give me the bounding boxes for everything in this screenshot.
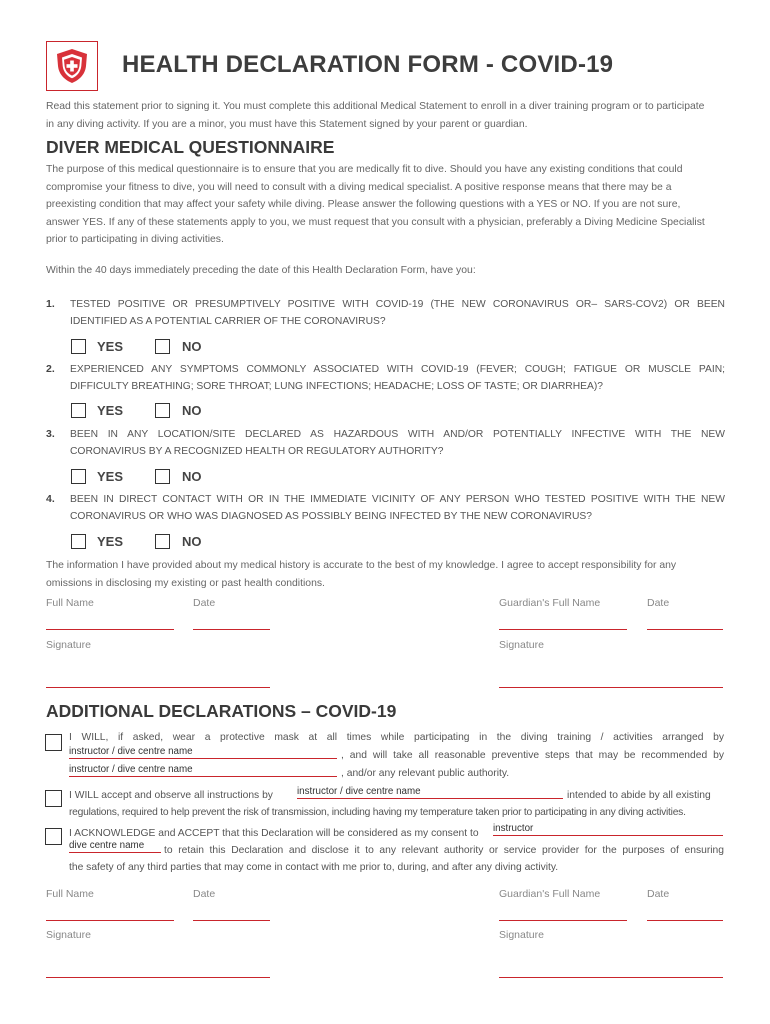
question-1-no-checkbox[interactable] <box>155 339 170 354</box>
question-1-yes-checkbox[interactable] <box>71 339 86 354</box>
signature-field[interactable] <box>46 977 270 978</box>
signature-label: Signature <box>46 929 91 941</box>
question-number: 2. <box>46 363 55 375</box>
date-field[interactable] <box>193 920 270 921</box>
mask-declaration-line3: , and/or any relevant public authority. <box>341 768 510 779</box>
accuracy-line: omissions in disclosing my existing or past health conditions. <box>46 577 325 589</box>
yes-label: YES <box>97 469 124 484</box>
purpose-line: compromise your fitness to dive, you will need to consult with a diving medical specialist. A positive response means that there may be a <box>46 181 672 193</box>
within-statement: Within the 40 days immediately preceding the date of this Health Declaration Form, have you: <box>46 265 476 276</box>
date-label: Date <box>193 597 216 609</box>
question-2-yes-checkbox[interactable] <box>71 403 86 418</box>
logo <box>46 41 98 91</box>
guardian-full-name-field[interactable] <box>499 920 627 921</box>
question-line: BEEN IN ANY LOCATION/SITE DECLARED AS HAZARDOUS WITH AND/OR POTENTIALLY INFECTIVE WITH THE NEW <box>70 429 725 440</box>
question-line: BEEN IN DIRECT CONTACT WITH OR IN THE IMMEDIATE VICINITY OF ANY PERSON WHO TESTED POSITIVE WITH THE NEW <box>70 494 725 505</box>
question-line: CORONAVIRUS OR WHO WAS DIAGNOSED AS POSSIBLY BEING INFECTED BY THE NEW CORONAVIRUS? <box>70 511 592 522</box>
no-label: NO <box>182 403 202 418</box>
question-3-no-checkbox[interactable] <box>155 469 170 484</box>
question-number: 1. <box>46 298 55 310</box>
full-name-field[interactable] <box>46 920 174 921</box>
questionnaire-heading: DIVER MEDICAL QUESTIONNAIRE <box>46 137 335 157</box>
mask-declaration-line1: I WILL, if asked, wear a protective mask at all times while participating in the diving training / activities arranged by <box>69 732 724 743</box>
purpose-line: prior to participating in diving activities. <box>46 234 224 245</box>
guardian-signature-field[interactable] <box>499 687 723 688</box>
consent-declaration-line3: the safety of any third parties that may come in contact with me prior to, during, and after any diving activity. <box>69 862 559 873</box>
guardian-full-name-label: Guardian's Full Name <box>499 597 601 609</box>
question-line: IDENTIFIED AS A POTENTIAL CARRIER OF THE CORONAVIRUS? <box>70 316 386 327</box>
question-3-yes-checkbox[interactable] <box>71 469 86 484</box>
mask-declaration-line2: , and will take all reasonable preventive steps that may be recommended by <box>341 750 724 761</box>
question-2-text <box>70 361 725 395</box>
guardian-signature-field[interactable] <box>499 977 723 978</box>
additional-declarations-heading: ADDITIONAL DECLARATIONS – COVID-19 <box>46 701 397 721</box>
instructor-name-input[interactable]: instructor / dive centre name <box>69 746 337 759</box>
question-4-yes-checkbox[interactable] <box>71 534 86 549</box>
intro-line: in any diving activity. If you are a minor, you must have this Statement signed by your parent or guardian. <box>46 119 528 130</box>
no-label: NO <box>182 534 202 549</box>
dive-centre-name-input[interactable]: dive centre name <box>69 840 161 853</box>
question-number: 4. <box>46 493 55 505</box>
intro-line: Read this statement prior to signing it. You must complete this additional Medical Statement to enroll in a diver training program or to participate <box>46 101 705 112</box>
instructor-name-input[interactable]: instructor / dive centre name <box>69 764 337 777</box>
date-label: Date <box>193 888 216 900</box>
guardian-full-name-label: Guardian's Full Name <box>499 888 601 900</box>
guardian-date-field[interactable] <box>647 629 723 630</box>
question-2-no-checkbox[interactable] <box>155 403 170 418</box>
guardian-date-field[interactable] <box>647 920 723 921</box>
no-label: NO <box>182 339 202 354</box>
instructions-declaration-text: I WILL accept and observe all instructions by <box>69 790 273 801</box>
signature-field[interactable] <box>46 687 270 688</box>
instructions-declaration-line2: regulations, required to help prevent the risk of transmission, including having my temperature taken prior to participating in any diving activities. <box>69 807 686 818</box>
yes-label: YES <box>97 534 124 549</box>
purpose-line: The purpose of this medical questionnaire is to ensure that you are medically fit to dive. Should you have any existing conditions that could <box>46 164 683 175</box>
signature-label: Signature <box>46 639 91 651</box>
instructions-declaration-text: intended to abide by all existing <box>567 790 711 801</box>
question-number: 3. <box>46 428 55 440</box>
instructor-name-input[interactable]: instructor / dive centre name <box>297 786 563 799</box>
guardian-date-label: Date <box>647 597 670 609</box>
question-line: TESTED POSITIVE OR PRESUMPTIVELY POSITIVE WITH COVID-19 (THE NEW CORONAVIRUS OR– SARS-COV2) OR BEEN <box>70 299 725 310</box>
consent-declaration-checkbox[interactable] <box>45 828 62 845</box>
question-line: DIFFICULTY BREATHING; SORE THROAT; LUNG INFECTIONS; HEADACHE; LOSS OF TASTE; OR DIARRHEA)? <box>70 381 604 392</box>
mask-declaration-checkbox[interactable] <box>45 734 62 751</box>
question-line: EXPERIENCED ANY SYMPTOMS COMMONLY ASSOCIATED WITH COVID-19 (FEVER; COUGH; FATIGUE OR MUSCLE PAIN; <box>70 364 725 375</box>
instructor-input[interactable]: instructor <box>493 823 723 836</box>
instructions-declaration-checkbox[interactable] <box>45 790 62 807</box>
guardian-full-name-field[interactable] <box>499 629 627 630</box>
accuracy-statement <box>46 557 726 592</box>
full-name-field[interactable] <box>46 629 174 630</box>
question-1-text <box>70 296 725 330</box>
question-3-text <box>70 426 725 460</box>
question-line: CORONAVIRUS BY A RECOGNIZED HEALTH OR REGULATORY AUTHORITY? <box>70 446 444 457</box>
question-4-no-checkbox[interactable] <box>155 534 170 549</box>
question-4-text <box>70 491 725 525</box>
intro-statement <box>46 98 726 134</box>
page-title: HEALTH DECLARATION FORM - COVID-19 <box>122 51 614 78</box>
yes-label: YES <box>97 339 124 354</box>
full-name-label: Full Name <box>46 888 94 900</box>
guardian-signature-label: Signature <box>499 929 544 941</box>
yes-label: YES <box>97 403 124 418</box>
guardian-signature-label: Signature <box>499 639 544 651</box>
accuracy-line: The information I have provided about my medical history is accurate to the best of my knowledge. I agree to accept responsibility for any <box>46 560 677 571</box>
full-name-label: Full Name <box>46 597 94 609</box>
purpose-line: preexisting condition that may affect your safety while diving. Please answer the following questions with a YES or NO. If you are not sure, <box>46 199 681 210</box>
guardian-date-label: Date <box>647 888 670 900</box>
date-field[interactable] <box>193 629 270 630</box>
consent-declaration-line2: to retain this Declaration and disclose it to any relevant authority or service provider for the purposes of ensuring <box>164 845 724 856</box>
no-label: NO <box>182 469 202 484</box>
consent-declaration-text: I ACKNOWLEDGE and ACCEPT that this Declaration will be considered as my consent to <box>69 828 479 839</box>
purpose-line: answer YES. If any of these statements apply to you, we must request that you consult with a physician, preferably a Diving Medicine Specialist <box>46 216 705 228</box>
shield-medical-icon <box>55 48 89 84</box>
questionnaire-purpose <box>46 161 726 249</box>
